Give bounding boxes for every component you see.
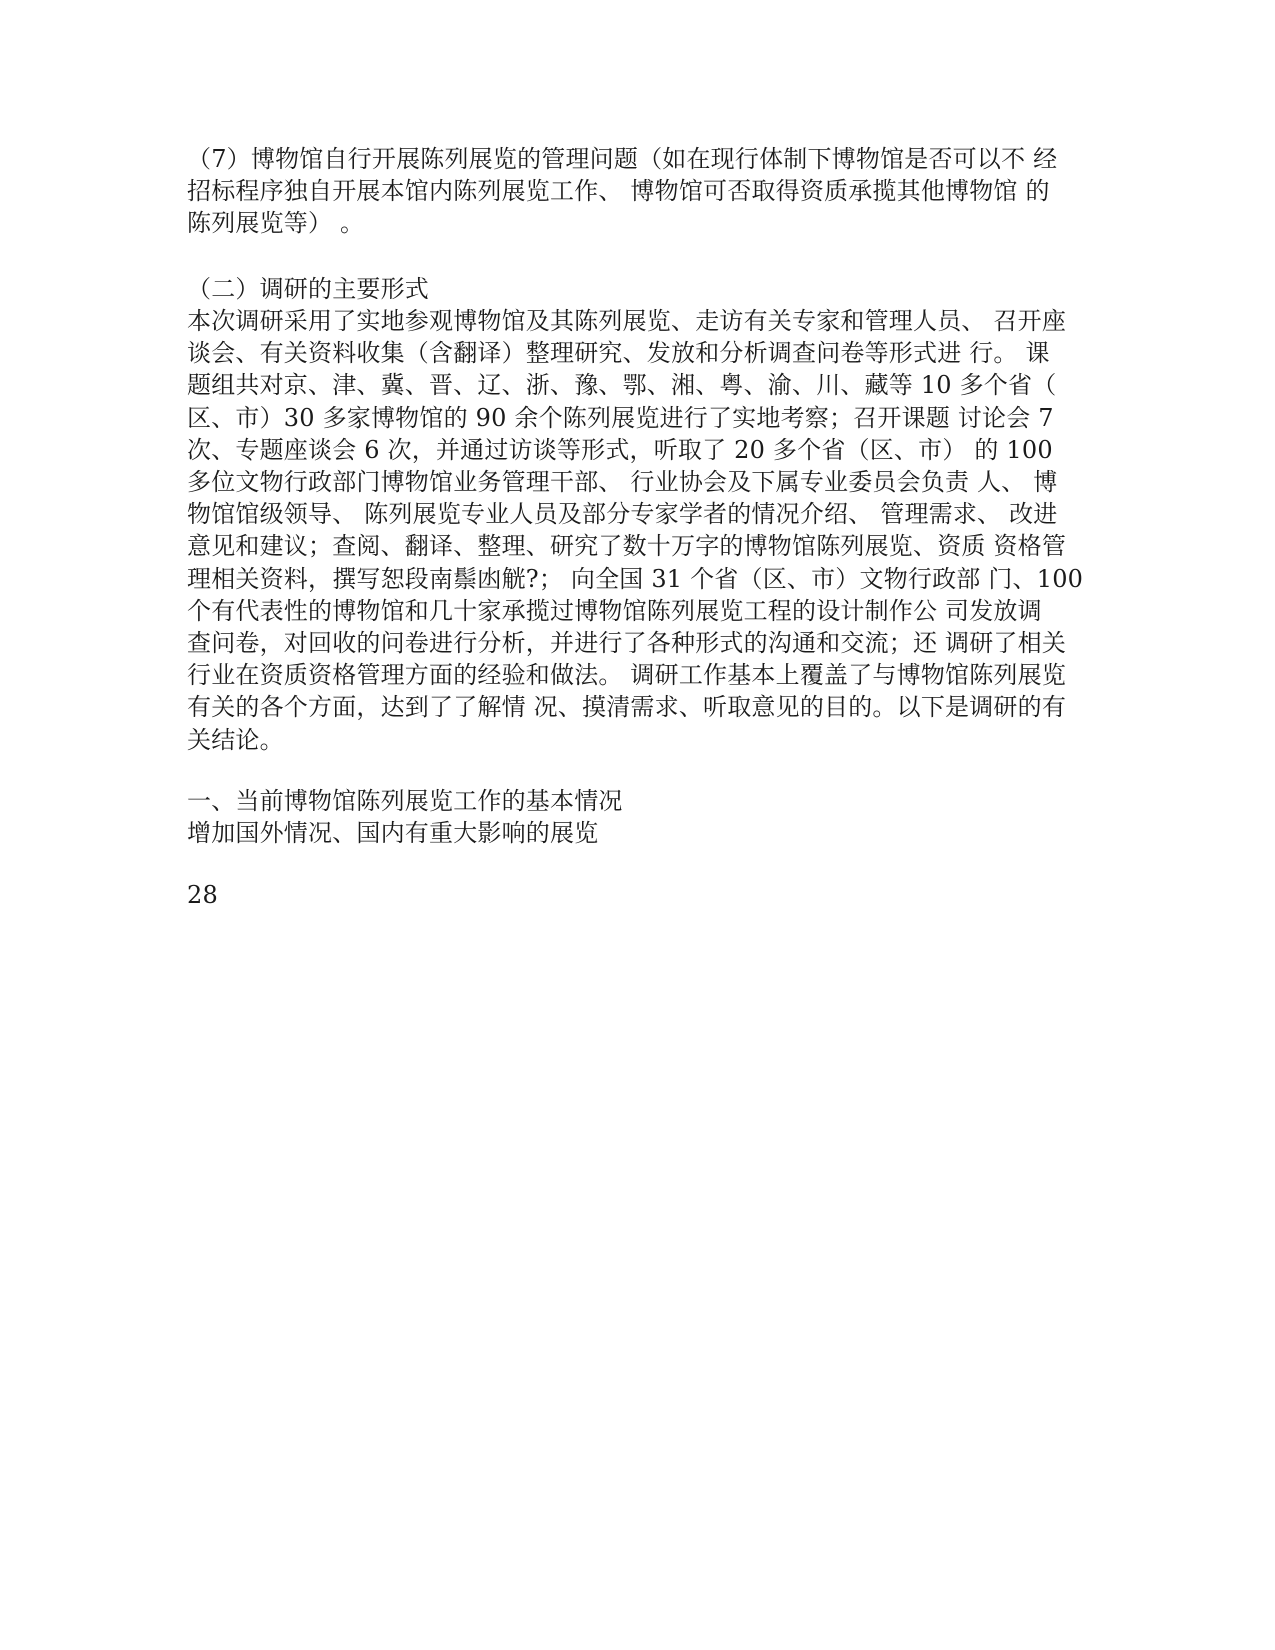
paragraph-item-7 — [187, 143, 1087, 240]
paragraph-line: 招标程序独自开展本馆内陈列展览工作、 博物馆可否取得资质承揽其他博物馆 的 — [187, 177, 1050, 206]
paragraph-line: 理相关资料，撰写恕段南鬃凼觥?； 向全国 31 个省（区、市）文物行政部 门、100 — [187, 564, 1084, 593]
subsection-heading — [187, 273, 1087, 305]
paragraph-line: 意见和建议；查阅、翻译、整理、研究了数十万字的博物馆陈列展览、资质 资格管 — [187, 532, 1067, 561]
note-text: 增加国外情况、国内有重大影响的展览 — [187, 819, 599, 847]
paragraph-line: 谈会、有关资料收集（含翻译）整理研究、发放和分析调查问卷等形式进 行。 课 — [187, 339, 1050, 368]
paragraph-line: 有关的各个方面，达到了了解情 况、摸清需求、听取意见的目的。以下是调研的有 — [187, 693, 1067, 722]
paragraph-line: 多位文物行政部门博物馆业务管理干部、 行业协会及下属专业委员会负责 人、 博 — [187, 468, 1058, 497]
paragraph-line: 题组共对京、津、冀、晋、辽、浙、豫、鄂、湘、粤、渝、川、藏等 10 多个省（ — [187, 371, 1057, 400]
page-number — [187, 879, 1087, 911]
paragraph-line: 物馆馆级领导、 陈列展览专业人员及部分专家学者的情况介绍、 管理需求、 改进 — [187, 500, 1058, 529]
paragraph-line: 行业在资质资格管理方面的经验和做法。 调研工作基本上覆盖了与博物馆陈列展览 — [187, 661, 1067, 690]
heading-text: 一、当前博物馆陈列展览工作的基本情况 — [187, 787, 623, 815]
paragraph-line: 本次调研采用了实地参观博物馆及其陈列展览、走访有关专家和管理人员、 召开座 — [187, 307, 1067, 335]
paragraph-line: 关结论。 — [187, 725, 284, 754]
paragraph-line: 个有代表性的博物馆和几十家承揽过博物馆陈列展览工程的设计制作公 司发放调 — [187, 596, 1042, 625]
note-line — [187, 817, 1087, 849]
paragraph-research-forms — [187, 305, 1087, 756]
page-number-text: 28 — [187, 881, 218, 909]
paragraph-line: 次、专题座谈会 6 次，并通过访谈等形式，听取了 20 多个省（区、市） 的 100 — [187, 435, 1053, 464]
paragraph-line: 查问卷，对回收的问卷进行分析，并进行了各种形式的沟通和交流；还 调研了相关 — [187, 629, 1067, 658]
heading-text: （二）调研的主要形式 — [187, 275, 429, 303]
paragraph-line: 陈列展览等） 。 — [187, 209, 365, 238]
paragraph-line: （7）博物馆自行开展陈列展览的管理问题（如在现行体制下博物馆是否可以不 经 — [187, 145, 1058, 173]
section-heading — [187, 785, 1087, 817]
paragraph-line: 区、市）30 多家博物馆的 90 余个陈列展览进行了实地考察；召开课题 讨论会 7 — [187, 403, 1054, 432]
